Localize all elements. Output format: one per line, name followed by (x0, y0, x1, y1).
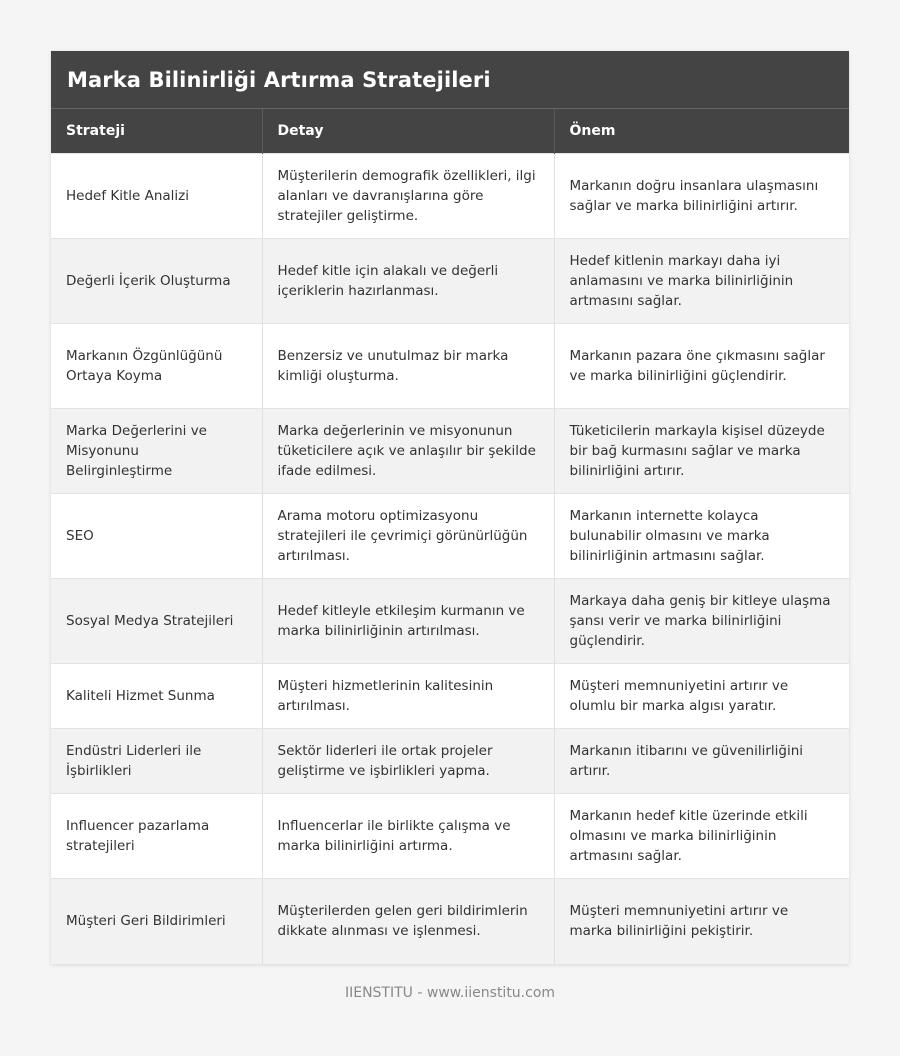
cell-detay: Benzersiz ve unutulmaz bir marka kimliği oluşturma. (262, 324, 554, 409)
cell-detay: Influencerlar ile birlikte çalışma ve marka bilinirliğini artırma. (262, 794, 554, 879)
cell-strateji: SEO (51, 494, 262, 579)
cell-detay: Müşteri hizmetlerinin kalitesinin artırılması. (262, 664, 554, 729)
cell-strateji: Influencer pazarlama stratejileri (51, 794, 262, 879)
table-row (51, 239, 849, 324)
cell-strateji: Müşteri Geri Bildirimleri (51, 879, 262, 964)
strategy-table-card (51, 51, 849, 964)
cell-strateji: Hedef Kitle Analizi (51, 154, 262, 239)
cell-strateji: Kaliteli Hizmet Sunma (51, 664, 262, 729)
table-row (51, 154, 849, 239)
cell-detay: Marka değerlerinin ve misyonunun tüketicilere açık ve anlaşılır bir şekilde ifade edilmesi. (262, 409, 554, 494)
cell-strateji: Endüstri Liderleri ile İşbirlikleri (51, 729, 262, 794)
column-header-strateji: Strateji (51, 109, 262, 154)
footer-credit: IIENSTITU - www.iienstitu.com (344, 985, 556, 1001)
table-title-bar (51, 51, 849, 108)
table-row (51, 324, 849, 409)
cell-onem: Müşteri memnuniyetini artırır ve marka bilinirliğini pekiştirir. (554, 879, 849, 964)
table-row (51, 494, 849, 579)
cell-onem: Markanın internette kolayca bulunabilir olmasını ve marka bilinirliğinin artmasını sağlar. (554, 494, 849, 579)
cell-detay: Sektör liderleri ile ortak projeler geliştirme ve işbirlikleri yapma. (262, 729, 554, 794)
table-row (51, 664, 849, 729)
cell-onem: Müşteri memnuniyetini artırır ve olumlu bir marka algısı yaratır. (554, 664, 849, 729)
cell-detay: Müşterilerden gelen geri bildirimlerin dikkate alınması ve işlenmesi. (262, 879, 554, 964)
cell-strateji: Markanın Özgünlüğünü Ortaya Koyma (51, 324, 262, 409)
cell-strateji: Sosyal Medya Stratejileri (51, 579, 262, 664)
table-header-row (51, 109, 849, 154)
cell-onem: Tüketicilerin markayla kişisel düzeyde bir bağ kurmasını sağlar ve marka bilinirliğini artırır. (554, 409, 849, 494)
strategy-table (51, 108, 849, 964)
table-title: Marka Bilinirliği Artırma Stratejileri (67, 67, 491, 92)
cell-onem: Markanın itibarını ve güvenilirliğini artırır. (554, 729, 849, 794)
cell-strateji: Marka Değerlerini ve Misyonunu Belirginleştirme (51, 409, 262, 494)
table-row (51, 409, 849, 494)
column-header-onem: Önem (554, 109, 849, 154)
cell-strateji: Değerli İçerik Oluşturma (51, 239, 262, 324)
table-row (51, 579, 849, 664)
cell-detay: Hedef kitleyle etkileşim kurmanın ve marka bilinirliğinin artırılması. (262, 579, 554, 664)
cell-detay: Müşterilerin demografik özellikleri, ilgi alanları ve davranışlarına göre stratejiler geliştirme. (262, 154, 554, 239)
table-row (51, 794, 849, 879)
column-header-detay: Detay (262, 109, 554, 154)
cell-detay: Hedef kitle için alakalı ve değerli içeriklerin hazırlanması. (262, 239, 554, 324)
cell-onem: Markanın doğru insanlara ulaşmasını sağlar ve marka bilinirliğini artırır. (554, 154, 849, 239)
cell-onem: Markaya daha geniş bir kitleye ulaşma şansı verir ve marka bilinirliğini güçlendirir. (554, 579, 849, 664)
cell-onem: Markanın pazara öne çıkmasını sağlar ve marka bilinirliğini güçlendirir. (554, 324, 849, 409)
cell-onem: Markanın hedef kitle üzerinde etkili olmasını ve marka bilinirliğinin artmasını sağlar. (554, 794, 849, 879)
table-row (51, 729, 849, 794)
table-row (51, 879, 849, 964)
cell-onem: Hedef kitlenin markayı daha iyi anlamasını ve marka bilinirliğinin artmasını sağlar. (554, 239, 849, 324)
cell-detay: Arama motoru optimizasyonu stratejileri ile çevrimiçi görünürlüğün artırılması. (262, 494, 554, 579)
